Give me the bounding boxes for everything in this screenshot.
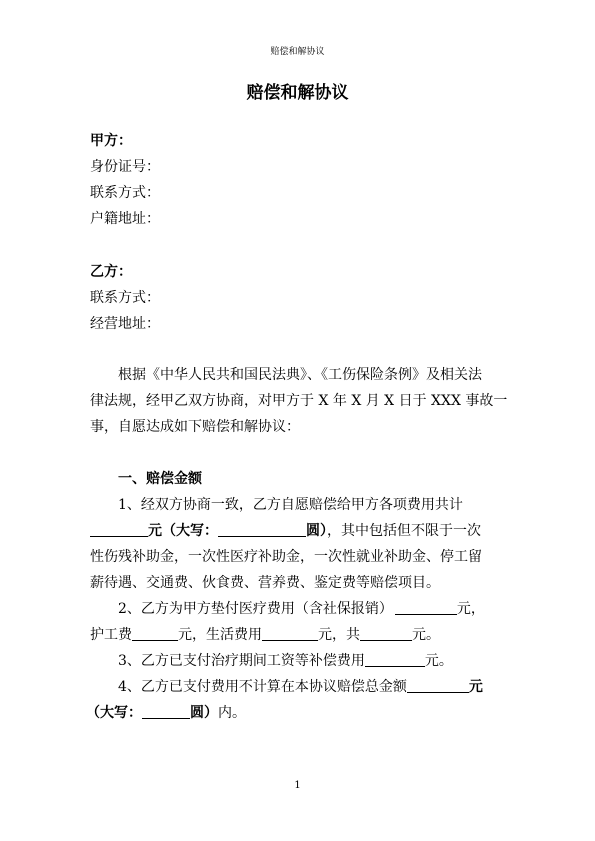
clause-1-line-1: 1、经双方协商一致，乙方自愿赔偿给甲方各项费用共计 [118, 497, 463, 513]
intro-line-3: 事，自愿达成如下赔偿和解协议： [90, 419, 300, 435]
clause-4-line-1 [118, 676, 483, 696]
clause-1-rest: ，其中包括但不限于一次 [327, 523, 481, 539]
care-fee-yuan: 元，生活费用 [178, 627, 262, 643]
clause-3-text: 3、乙方已支付治疗期间工资等补偿费用 [118, 653, 365, 669]
care-fee-blank[interactable] [132, 626, 178, 641]
clause-4-yuan-end: 圆） [190, 705, 218, 721]
medical-cost-blank[interactable] [395, 600, 457, 615]
intro-line-1: 根据《中华人民共和国民法典》、《工伤保险条例》及相关法 [118, 367, 482, 383]
yuan-end-label: 圆） [306, 523, 327, 539]
document-title: 赔偿和解协议 [246, 83, 349, 103]
page-number: 1 [294, 780, 301, 791]
party-b-contact-label: 联系方式： [90, 290, 160, 306]
excluded-amount-blank[interactable] [407, 678, 469, 693]
amount-blank[interactable] [90, 522, 148, 537]
clause-2-line-1 [118, 598, 485, 618]
clause-2-text: 2、乙方为甲方垫付医疗费用（含社保报销） [118, 601, 393, 617]
total-blank[interactable] [360, 626, 412, 641]
amount-words-blank[interactable] [218, 522, 306, 537]
intro-line-2: 律法规，经甲乙双方协商，对甲方于 X 年 X 月 X 日于 XXX 事故一 [90, 393, 508, 409]
clause-4-end: 内。 [218, 705, 246, 721]
living-cost-blank[interactable] [262, 626, 318, 641]
clause-1-line-3: 性伤残补助金，一次性医疗补助金，一次性就业补助金、停工留 [90, 549, 482, 565]
clause-1-line-4: 薪待遇、交通费、伙食费、营养费、鉴定费等赔偿项目。 [90, 575, 440, 591]
clause-3 [118, 650, 453, 670]
party-a-contact-label: 联系方式： [90, 185, 160, 201]
clause-4-line-2 [86, 702, 246, 722]
party-a-address-label: 户籍地址： [90, 211, 160, 227]
clause-3-yuan: 元。 [424, 653, 453, 669]
clause-2-yuan: 元， [456, 601, 485, 617]
clause-4-yuan: 元 [468, 679, 483, 695]
total-yuan: 元。 [412, 627, 440, 643]
yuan-label: 元（大写： [148, 523, 218, 539]
section-1-heading: 一、赔偿金额 [118, 471, 202, 487]
wage-comp-blank[interactable] [365, 652, 425, 667]
page-header: 赔偿和解协议 [270, 47, 325, 57]
living-cost-yuan: 元，共 [318, 627, 360, 643]
party-b-address-label: 经营地址： [90, 316, 160, 332]
party-b-label: 乙方： [90, 264, 132, 280]
clause-4-daxie: （大写： [86, 705, 142, 721]
excluded-amount-words-blank[interactable] [142, 704, 190, 719]
party-a-label: 甲方： [90, 133, 132, 149]
clause-1-line-2 [90, 520, 481, 540]
care-fee-label: 护工费 [90, 627, 132, 643]
clause-2-line-2 [90, 624, 440, 644]
party-a-id-label: 身份证号： [90, 159, 160, 175]
clause-4-text: 4、乙方已支付费用不计算在本协议赔偿总金额 [118, 679, 407, 695]
